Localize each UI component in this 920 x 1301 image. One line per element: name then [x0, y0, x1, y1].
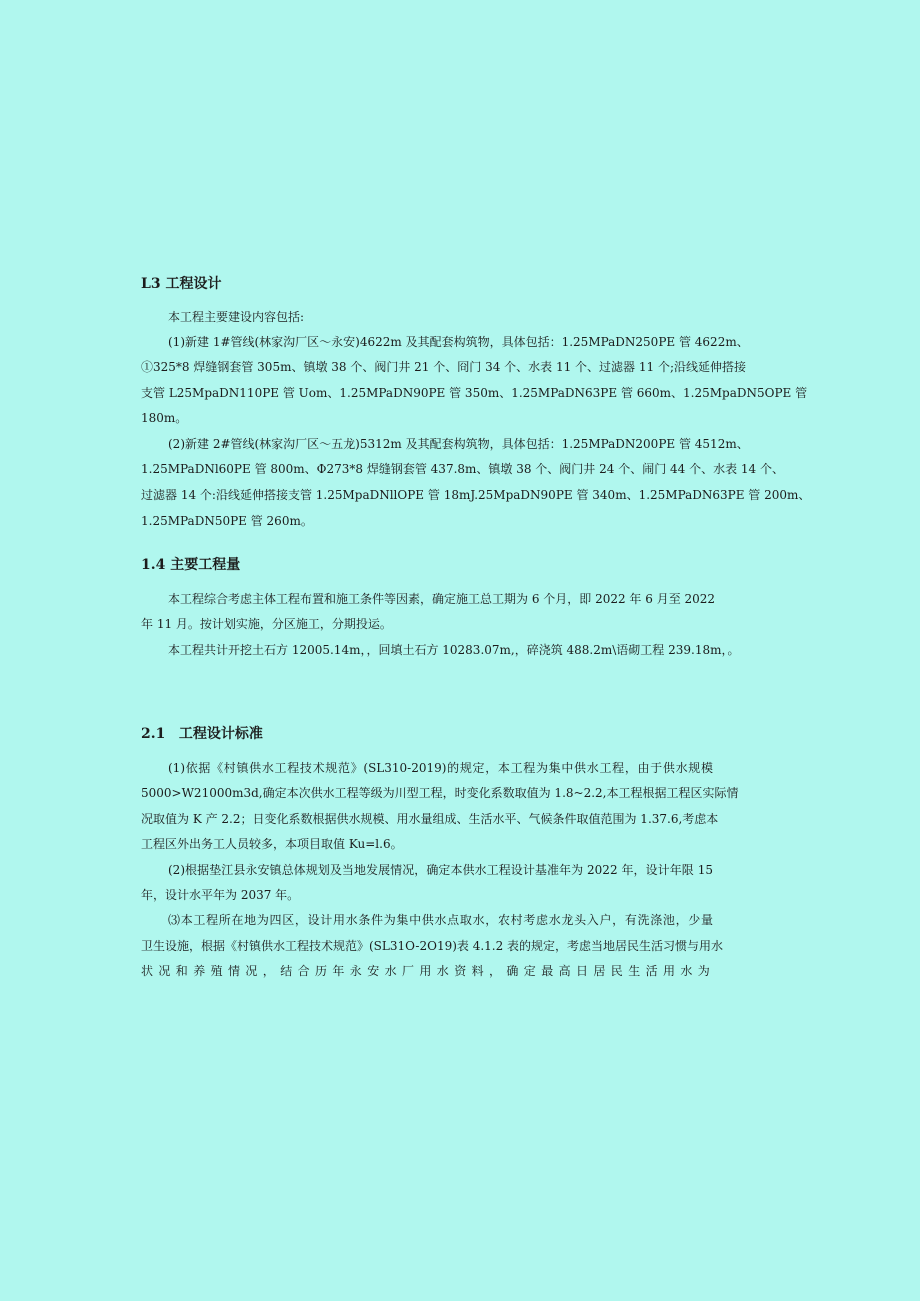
paragraph-line: (1)依据《村镇供水工程技术规范》(SL310-2019)的规定，本工程为集中供水工程，由于供水规模 [168, 761, 713, 775]
paragraph-line: 本工程综合考虑主体工程布置和施工条件等因素，确定施工总工期为 6 个月，即 2022 年 6 月至 2022 [168, 592, 716, 606]
paragraph-line: 过滤器 14 个:沿线延伸搭接支管 1.25MpaDNllOPE 管 18mJ.25MpaDN90PE 管 340m、1.25MPaDN63PE 管 200m、 [141, 488, 811, 502]
section-heading-2-1 [141, 723, 263, 743]
paragraph-line: 卫生设施，根据《村镇供水工程技术规范》(SL31O-2O19)表 4.1.2 表的规定，考虑当地居民生活习惯与用水 [141, 939, 724, 953]
paragraph-line: 年 11 月。按计划实施，分区施工，分期投运。 [141, 617, 392, 631]
section-title: 主要工程量 [170, 557, 241, 573]
paragraph-line: 年，设计水平年为 2037 年。 [141, 888, 300, 902]
paragraph-line: (2)根据垫江县永安镇总体规划及当地发展情况，确定本供水工程设计基准年为 2022 年，设计年限 15 [168, 863, 713, 877]
paragraph-line: 工程区外出务工人员较多，本项目取值 Ku=l.6。 [141, 837, 403, 851]
paragraph-line: 1.25MPaDNl60PE 管 800m、Φ273*8 焊缝钢套管 437.8m、镇墩 38 个、阀门井 24 个、闹门 44 个、水表 14 个、 [141, 462, 785, 476]
paragraph-line: 支管 L25MpaDN110PE 管 Uom、1.25MPaDN90PE 管 350m、1.25MPaDN63PE 管 660m、1.25MpaDN5OPE 管 [141, 386, 808, 400]
section-number: 2.1 [141, 726, 166, 742]
section-title: 工程设计标准 [178, 726, 263, 742]
section-heading-1-3 [141, 273, 221, 293]
paragraph-line: 本工程主要建设内容包括: [168, 310, 305, 324]
paragraph-line: 本工程共计开挖土石方 12005.14m，，回填土石方 10283.07m,，碎浇筑 488.2m\语砌工程 239.18m，。 [168, 643, 740, 657]
paragraph-line: 5000>W21000m3d,确定本次供水工程等级为川型工程，时变化系数取值为 1.8~2.2,本工程根据工程区实际情 [141, 786, 739, 800]
paragraph-line: (2)新建 2#管线(林家沟厂区～五龙)5312m 及其配套构筑物，具体包括：1.25MPaDN200PE 管 4512m、 [168, 437, 749, 451]
section-title: 工程设计 [165, 276, 222, 292]
paragraph-line: ①325*8 焊缝钢套管 305m、镇墩 38 个、阀门井 21 个、冏门 34 个、水表 11 个、过滤器 11 个;沿线延伸搭接 [141, 360, 746, 374]
section-number: L3 [141, 276, 161, 292]
section-number: 1.4 [141, 557, 166, 573]
paragraph-line: ⑶本工程所在地为四区，设计用水条件为集中供水点取水，农村考虑水龙头入户，有洗涤池，少量 [168, 913, 713, 927]
section-heading-1-4 [141, 554, 240, 574]
paragraph-line: 180m。 [141, 411, 188, 425]
paragraph-line: 状况和养殖情况，结合历年永安水厂用水资料，确定最高日居民生活用水为 [141, 964, 713, 978]
paragraph-line: (1)新建 1#管线(林家沟厂区～永安)4622m 及其配套构筑物，具体包括：1.25MPaDN250PE 管 4622m、 [168, 335, 749, 349]
paragraph-line: 1.25MPaDN50PE 管 260m。 [141, 514, 313, 528]
paragraph-line: 况取值为 K 产 2.2；日变化系数根据供水规模、用水量组成、生活水平、气候条件取值范围为 1.37.6,考虑本 [141, 812, 719, 826]
